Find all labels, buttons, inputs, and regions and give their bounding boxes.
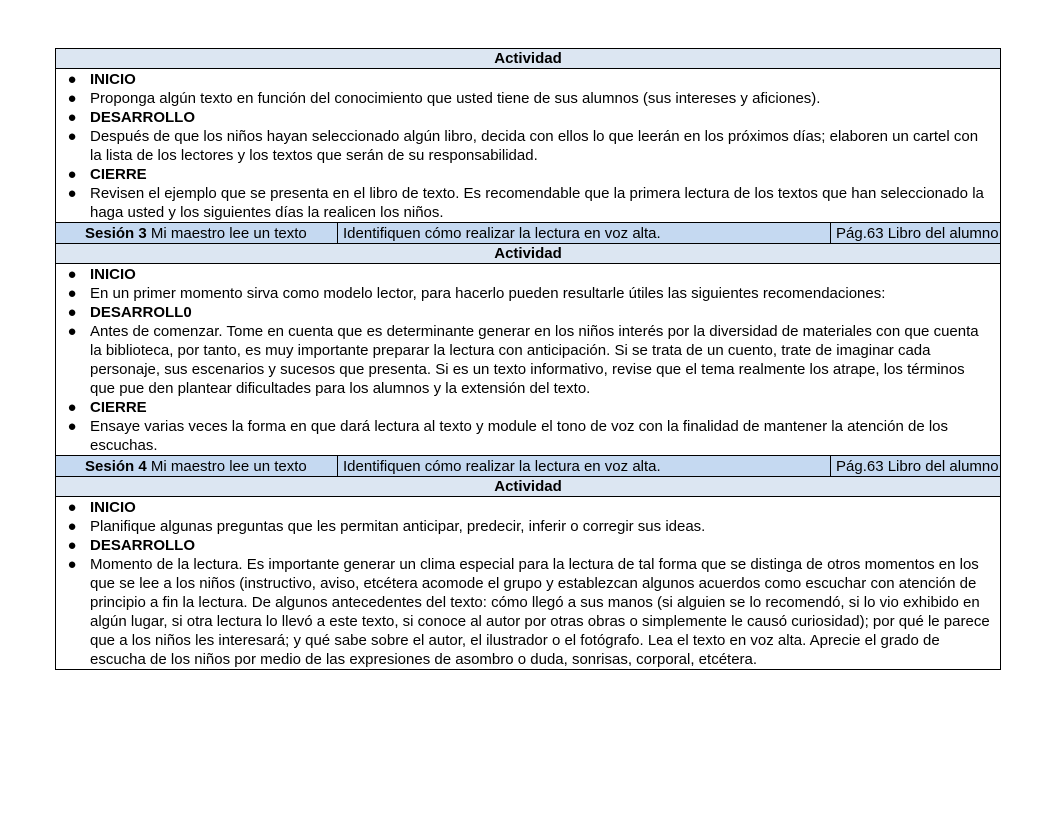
lesson-plan-table xyxy=(55,48,1001,670)
bullet-icon: ● xyxy=(67,166,77,183)
list-item xyxy=(67,108,992,127)
bullet-icon: ● xyxy=(67,128,77,145)
item-text: Después de que los niños hayan seleccionado algún libro, decida con ellos lo que leerán en los próximos días; elaboren un cartel con la lista de los lectores y los textos que serán de su responsabilidad. xyxy=(90,128,979,164)
phase-label: CIERRE xyxy=(90,399,147,416)
session-objective: Identifiquen cómo realizar la lectura en voz alta. xyxy=(338,456,831,476)
list-item xyxy=(67,398,992,417)
list-item xyxy=(67,89,992,108)
lesson-table-frame xyxy=(55,48,1001,670)
phase-label: DESARROLL0 xyxy=(90,304,192,321)
bullet-icon: ● xyxy=(67,285,77,302)
list-item xyxy=(67,303,992,322)
activity-header: Actividad xyxy=(56,476,1000,497)
list-item xyxy=(67,184,992,222)
bullet-icon: ● xyxy=(67,109,77,126)
list-item xyxy=(67,417,992,455)
item-text: En un primer momento sirva como modelo lector, para hacerlo pueden resultarle útiles las siguientes recomendaciones: xyxy=(90,285,886,302)
bullet-icon: ● xyxy=(67,418,77,435)
bullet-icon: ● xyxy=(67,266,77,283)
activity-header: Actividad xyxy=(56,243,1000,264)
item-text: Antes de comenzar. Tome en cuenta que es determinante generar en los niños interés por la diversidad de materiales con que cuenta la biblioteca, por tanto, es muy importante preparar la lectura con anticipación. Si se trata de un cuento, trate de imaginar cada personaje, sus escenarios y sucesos que presenta. Si es un texto informativo, revise que el tema realmente los atrape, los términos que pue den plantear dificultades para los alumnos y la extensión del texto. xyxy=(90,323,979,397)
phase-label: DESARROLLO xyxy=(90,537,195,554)
list-item xyxy=(67,127,992,165)
list-item xyxy=(67,165,992,184)
bullet-icon: ● xyxy=(67,304,77,321)
list-item xyxy=(67,322,992,398)
list-item xyxy=(67,555,992,669)
phase-label: INICIO xyxy=(90,499,136,516)
session-reference: Pág.63 Libro del alumno xyxy=(836,225,999,242)
session-reference: Pág.63 Libro del alumno xyxy=(836,458,999,475)
item-text: Ensaye varias veces la forma en que dará lectura al texto y module el tono de voz con la finalidad de mantener la atención de los escuchas. xyxy=(90,418,949,454)
bullet-icon: ● xyxy=(67,399,77,416)
bullet-icon: ● xyxy=(67,90,77,107)
phase-label: INICIO xyxy=(90,71,136,88)
list-item xyxy=(67,284,992,303)
activity-block xyxy=(56,497,1000,669)
activity-block xyxy=(56,264,1000,455)
list-item xyxy=(67,70,992,89)
session-title: Mi maestro lee un texto xyxy=(146,458,307,475)
phase-label: CIERRE xyxy=(90,166,147,183)
activity-header: Actividad xyxy=(56,48,1000,69)
session-row xyxy=(56,222,1000,243)
bullet-icon: ● xyxy=(67,185,77,202)
bullet-icon: ● xyxy=(67,537,77,554)
session-number: Sesión 4 xyxy=(85,458,147,475)
item-text: Planifique algunas preguntas que les permitan anticipar, predecir, inferir o corregir sus ideas. xyxy=(90,518,706,535)
list-item xyxy=(67,536,992,555)
bullet-icon: ● xyxy=(67,323,77,340)
bullet-icon: ● xyxy=(67,518,77,535)
list-item xyxy=(67,265,992,284)
item-text: Revisen el ejemplo que se presenta en el libro de texto. Es recomendable que la primera lectura de los textos que han seleccionado la haga usted y los siguientes días la realicen los niños. xyxy=(90,185,984,221)
item-text: Momento de la lectura. Es importante generar un clima especial para la lectura de tal forma que se distinga de otros momentos en los que se lee a los niños (instructivo, aviso, etcétera acomode el grupo y establezcan algunos acuerdos como escuchar con atención de principio a fin la lectura. De algunos antecedentes del texto: cómo llegó a sus manos (si alguien se lo recomendó, si lo vio exhibido en algún lugar, si otra lectura lo llevó a este texto, si conoce al autor por otras obras o simplemente le causó curiosidad); por qué le parece que a los niños les interesará; y qué sabe sobre el autor, el ilustrador o el fotógrafo. Lea el texto en voz alta. Aprecie el grado de escucha de los niños por medio de las expresiones de asombro o duda, sonrisas, corporal, etcétera. xyxy=(90,556,990,668)
session-objective: Identifiquen cómo realizar la lectura en voz alta. xyxy=(338,223,831,243)
bullet-icon: ● xyxy=(67,71,77,88)
session-cell xyxy=(56,223,338,243)
list-item xyxy=(67,517,992,536)
session-row xyxy=(56,455,1000,476)
phase-label: INICIO xyxy=(90,266,136,283)
phase-label: DESARROLLO xyxy=(90,109,195,126)
bullet-icon: ● xyxy=(67,499,77,516)
bullet-icon: ● xyxy=(67,556,77,573)
list-item xyxy=(67,498,992,517)
activity-block xyxy=(56,69,1000,222)
session-cell xyxy=(56,456,338,476)
session-title: Mi maestro lee un texto xyxy=(146,225,307,242)
session-number: Sesión 3 xyxy=(85,225,147,242)
item-text: Proponga algún texto en función del conocimiento que usted tiene de sus alumnos (sus intereses y aficiones). xyxy=(90,90,821,107)
